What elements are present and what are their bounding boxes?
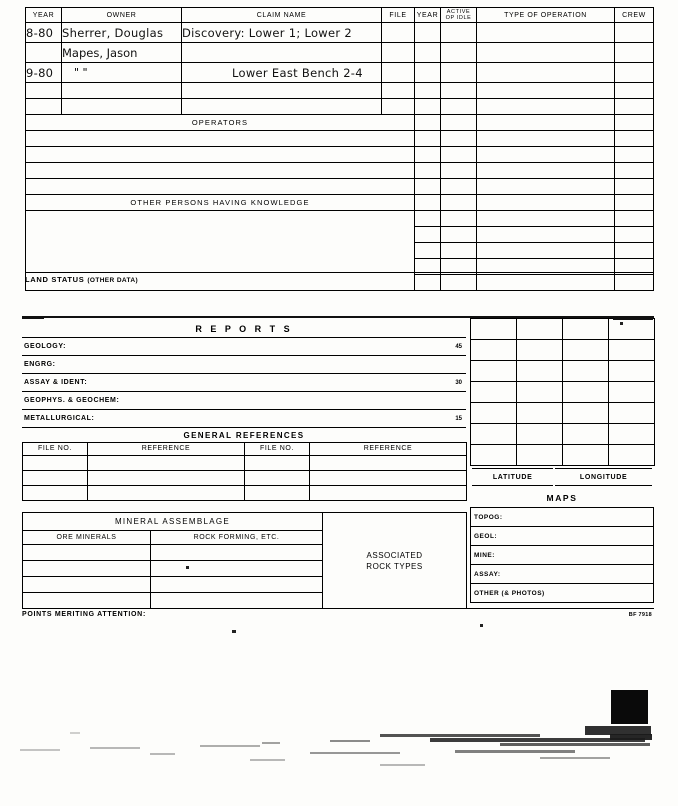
cell-blank [26, 99, 62, 115]
cell-year2 [415, 43, 441, 63]
scan-artifact-tick [613, 316, 653, 320]
maps-row-topog: TOPOG: [471, 508, 654, 527]
cell-blank [615, 243, 654, 259]
cell-operator [26, 131, 415, 147]
table-row [26, 63, 654, 83]
cell-blank [615, 163, 654, 179]
cell-file-no [245, 486, 310, 501]
scan-artifact-noise-band [0, 726, 678, 792]
cell-owner: Sherrer, Douglas [62, 23, 182, 43]
report-row-assay-ident [22, 373, 466, 391]
cell-blank [415, 131, 441, 147]
cell-blank [441, 115, 477, 131]
col-claim-name: CLAIM NAME [182, 8, 382, 23]
cell-blank [415, 163, 441, 179]
table-row [471, 546, 654, 565]
grid-cell [471, 445, 517, 466]
cell-rock-forming [151, 593, 323, 609]
report-label: GEOLOGY: [24, 343, 67, 350]
cell-operation [477, 23, 615, 43]
grid-cell [471, 340, 517, 361]
table-row [26, 43, 654, 63]
table-row [23, 486, 467, 501]
cell-blank [477, 99, 615, 115]
col-owner: OWNER [62, 8, 182, 23]
scan-artifact-black-square [611, 690, 648, 724]
cell-rock-forming [151, 545, 323, 561]
cell-ore-mineral [23, 561, 151, 577]
cell-blank [477, 163, 615, 179]
table-row [26, 179, 654, 195]
report-count: 30 [455, 380, 462, 386]
land-status-sublabel: (OTHER DATA) [87, 277, 139, 284]
associated-rock-types-line2: ROCK TYPES [366, 561, 423, 571]
grid-cell [609, 340, 655, 361]
grid-cell [563, 424, 609, 445]
cell-file [382, 23, 415, 43]
col-reference: REFERENCE [88, 443, 245, 456]
cell-year: 9-80 [26, 63, 62, 83]
coordinate-grid [470, 318, 655, 466]
table-row [471, 382, 655, 403]
grid-cell [517, 424, 563, 445]
report-row-geophys-geochem [22, 391, 466, 409]
cell-file-no [245, 471, 310, 486]
cell-reference [310, 456, 467, 471]
cell-blank [415, 99, 441, 115]
cell-operation [477, 43, 615, 63]
grid-cell [471, 361, 517, 382]
report-count: 15 [455, 416, 462, 422]
grid-cell [563, 319, 609, 340]
cell-blank [615, 131, 654, 147]
cell-blank [615, 179, 654, 195]
report-row-engrg [22, 355, 466, 373]
cell-blank [441, 99, 477, 115]
associated-rock-types-cell [323, 513, 467, 609]
cell-blank [415, 83, 441, 99]
cell-blank [615, 115, 654, 131]
col-file: FILE [382, 8, 415, 23]
cell-blank [615, 83, 654, 99]
cell-year: 8-80 [26, 23, 62, 43]
points-meriting-attention [22, 608, 654, 618]
cell-active [441, 43, 477, 63]
cell-year2 [415, 63, 441, 83]
grid-cell [517, 445, 563, 466]
table-row [26, 131, 654, 147]
col-year: YEAR [26, 8, 62, 23]
cell-blank [615, 227, 654, 243]
general-references-title: GENERAL REFERENCES [22, 427, 466, 442]
cell-file [382, 63, 415, 83]
report-label: METALLURGICAL: [24, 415, 95, 422]
cell-active [441, 23, 477, 43]
reports-right-column [470, 318, 654, 603]
cell-claim: Discovery: Lower 1; Lower 2 [182, 23, 382, 43]
cell-ore-mineral [23, 577, 151, 593]
grid-cell [563, 340, 609, 361]
table-row [471, 584, 654, 603]
table-row [471, 508, 654, 527]
grid-cell [517, 319, 563, 340]
maps-row-other-photos: OTHER (& PHOTOS) [471, 584, 654, 603]
cell-blank [477, 115, 615, 131]
table-row [471, 319, 655, 340]
table-row [26, 211, 654, 227]
cell-blank [182, 99, 382, 115]
cell-file-no [245, 456, 310, 471]
table-row [471, 361, 655, 382]
cell-active [441, 63, 477, 83]
cell-blank [615, 147, 654, 163]
grid-cell [471, 424, 517, 445]
cell-blank [477, 211, 615, 227]
cell-claim: Lower East Bench 2-4 [182, 63, 382, 83]
operators-header-row [26, 115, 654, 131]
report-count: 45 [455, 344, 462, 350]
other-persons-header-row [26, 195, 654, 211]
general-references-table [22, 442, 467, 501]
cell-blank [441, 131, 477, 147]
reports-title: R E P O R T S [195, 324, 293, 334]
cell-blank [62, 83, 182, 99]
cell-blank [441, 211, 477, 227]
cell-operator [26, 179, 415, 195]
cell-blank [477, 179, 615, 195]
cell-blank [477, 227, 615, 243]
cell-blank [615, 195, 654, 211]
table-row [472, 468, 652, 486]
mineral-assemblage-title-row [23, 513, 467, 531]
maps-table [470, 507, 654, 603]
maps-row-mine: MINE: [471, 546, 654, 565]
grid-cell [517, 382, 563, 403]
latitude-label: LATITUDE [472, 468, 553, 486]
form-number: BF 7918 [628, 612, 652, 618]
claims-table-header-row [26, 8, 654, 23]
table-row [471, 565, 654, 584]
maps-title: MAPS [546, 493, 578, 503]
col-file-no-2: FILE NO. [245, 443, 310, 456]
cell-ore-mineral [23, 545, 151, 561]
table-row [26, 99, 654, 115]
grid-cell [609, 382, 655, 403]
grid-cell [563, 382, 609, 403]
report-row-metallurgical [22, 409, 466, 427]
report-label: ASSAY & IDENT: [24, 379, 88, 386]
grid-cell [563, 445, 609, 466]
cell-file-no [23, 456, 88, 471]
cell-crew [615, 63, 654, 83]
cell-blank [382, 99, 415, 115]
cell-reference [88, 456, 245, 471]
grid-cell [471, 319, 517, 340]
cell-year2 [415, 23, 441, 43]
table-row [23, 471, 467, 486]
grid-cell [609, 403, 655, 424]
col-crew: CREW [615, 8, 654, 23]
grid-cell [609, 445, 655, 466]
col-ore-minerals: ORE MINERALS [23, 531, 151, 545]
table-row [26, 23, 654, 43]
grid-cell [517, 361, 563, 382]
other-persons-label: OTHER PERSONS HAVING KNOWLEDGE [26, 195, 415, 211]
cell-claim [182, 43, 382, 63]
land-status-section [25, 272, 653, 284]
active-label: ACTIVE [446, 9, 471, 15]
table-row [471, 445, 655, 466]
cell-blank [477, 83, 615, 99]
grid-cell [563, 361, 609, 382]
cell-reference [310, 471, 467, 486]
operators-label: OPERATORS [26, 115, 415, 131]
cell-owner: " " [62, 63, 182, 83]
points-meriting-attention-label: POINTS MERITING ATTENTION: [22, 611, 146, 618]
cell-blank [441, 83, 477, 99]
table-row [26, 83, 654, 99]
cell-crew [615, 43, 654, 63]
col-reference-2: REFERENCE [310, 443, 467, 456]
cell-year [26, 43, 62, 63]
cell-crew [615, 23, 654, 43]
col-active-op-idle [441, 8, 477, 23]
cell-operator [26, 163, 415, 179]
grid-cell [609, 319, 655, 340]
reports-block [22, 316, 654, 618]
cell-blank [441, 243, 477, 259]
longitude-label: LONGITUDE [555, 468, 652, 486]
col-type-of-operation: TYPE OF OPERATION [477, 8, 615, 23]
cell-blank [415, 243, 441, 259]
cell-reference [88, 471, 245, 486]
mineral-assemblage-table [22, 512, 467, 609]
cell-blank [477, 131, 615, 147]
cell-reference [88, 486, 245, 501]
scan-artifact-tick [22, 316, 44, 319]
grid-cell [471, 403, 517, 424]
cell-blank [415, 195, 441, 211]
cell-reference [310, 486, 467, 501]
table-row [23, 456, 467, 471]
table-row [471, 403, 655, 424]
report-label: ENGRG: [24, 361, 56, 368]
cell-blank [415, 147, 441, 163]
maps-row-assay: ASSAY: [471, 565, 654, 584]
cell-owner: Mapes, Jason [62, 43, 182, 63]
lat-lon-labels [470, 466, 654, 488]
general-references-header-row [23, 443, 467, 456]
cell-blank [441, 147, 477, 163]
table-row [26, 147, 654, 163]
cell-ore-mineral [23, 593, 151, 609]
report-row-geology [22, 337, 466, 355]
cell-blank [615, 99, 654, 115]
grid-cell [517, 340, 563, 361]
cell-blank [615, 211, 654, 227]
claims-table-block [25, 7, 653, 291]
mineral-assemblage-title: MINERAL ASSEMBLAGE [23, 513, 323, 531]
op-idle-label: OP IDLE [445, 15, 472, 21]
associated-rock-types-line1: ASSOCIATED [366, 550, 423, 560]
cell-blank [441, 227, 477, 243]
cell-file-no [23, 486, 88, 501]
cell-operator [26, 147, 415, 163]
col-rock-forming: ROCK FORMING, ETC. [151, 531, 323, 545]
cell-blank [182, 83, 382, 99]
cell-rock-forming [151, 577, 323, 593]
table-row [471, 340, 655, 361]
cell-blank [415, 115, 441, 131]
report-label: GEOPHYS. & GEOCHEM: [24, 397, 120, 404]
table-row [26, 163, 654, 179]
cell-blank [477, 147, 615, 163]
land-status-label: LAND STATUS [25, 275, 85, 284]
cell-blank [441, 195, 477, 211]
grid-cell [471, 382, 517, 403]
cell-blank [415, 179, 441, 195]
maps-row-geol: GEOL: [471, 527, 654, 546]
grid-cell [517, 403, 563, 424]
claims-table [25, 7, 654, 291]
cell-blank [26, 83, 62, 99]
grid-cell [563, 403, 609, 424]
col-file-no: FILE NO. [23, 443, 88, 456]
cell-blank [415, 227, 441, 243]
cell-blank [441, 163, 477, 179]
cell-blank [441, 179, 477, 195]
cell-blank [477, 243, 615, 259]
table-row [471, 527, 654, 546]
grid-cell [609, 361, 655, 382]
col-year-2: YEAR [415, 8, 441, 23]
cell-blank [382, 83, 415, 99]
cell-file-no [23, 471, 88, 486]
cell-blank [62, 99, 182, 115]
reports-left-column [22, 318, 466, 609]
cell-blank [415, 211, 441, 227]
cell-blank [477, 195, 615, 211]
cell-operation [477, 63, 615, 83]
grid-cell [609, 424, 655, 445]
cell-file [382, 43, 415, 63]
cell-rock-forming [151, 561, 323, 577]
table-row [471, 424, 655, 445]
